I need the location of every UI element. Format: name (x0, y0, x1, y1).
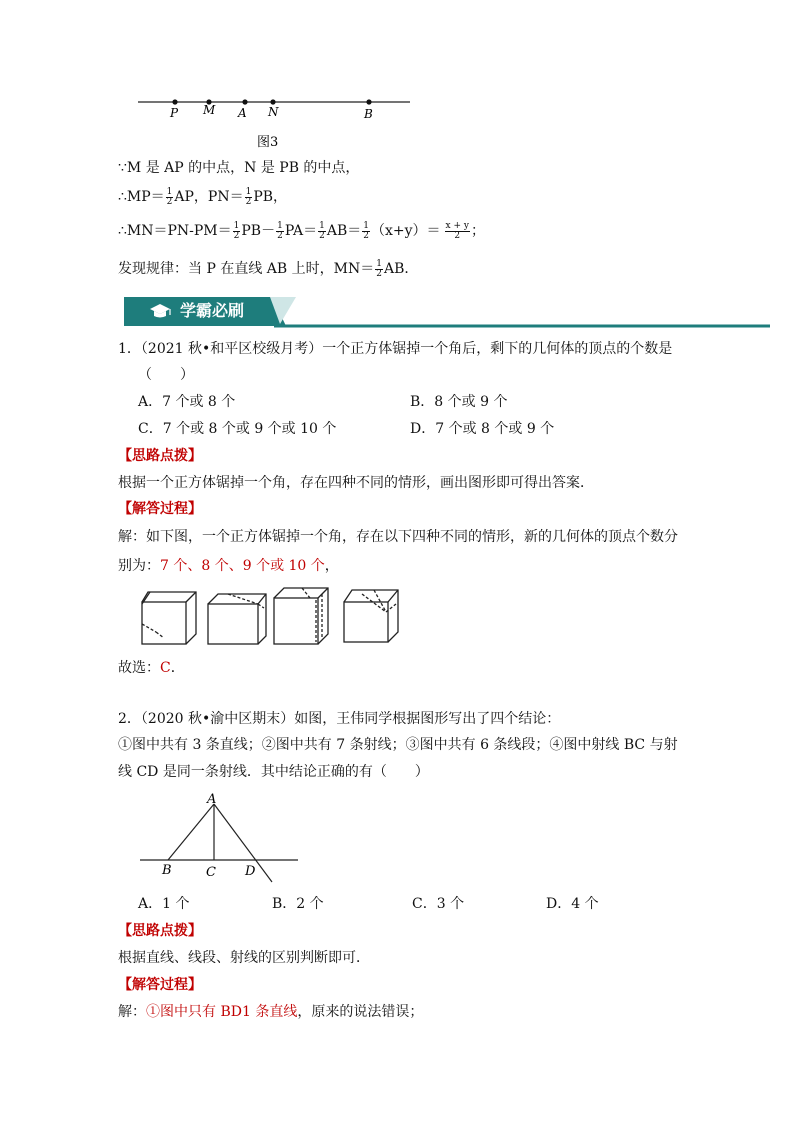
q2-solution-line-1: 解：①图中只有 BD1 条直线，原来的说法错误； (118, 1004, 424, 1020)
point-label-m: M (203, 103, 216, 117)
q1-option-d[interactable]: D．7 个或 8 个或 9 个 (410, 421, 555, 437)
q2-option-d[interactable]: D．4 个 (546, 896, 599, 912)
q2-hint-label: 【思路点拨】 (118, 923, 202, 939)
fig-label-b: B (162, 863, 172, 878)
fraction: $\frac{1}{2}$ (363, 220, 369, 241)
q1-solution-line-2: 别为：7 个、8 个、9 个或 10 个， (118, 558, 339, 574)
q1-option-c[interactable]: C．7 个或 8 个或 9 个或 10 个 (138, 421, 337, 437)
proof-line-1: ∵M 是 AP 的中点，N 是 PB 的中点， (118, 160, 360, 176)
q2-option-a[interactable]: A．1 个 (138, 896, 190, 912)
fraction: $\frac{1}{2}$ (245, 186, 252, 207)
q2-option-c[interactable]: C．3 个 (412, 896, 465, 912)
q1-option-b[interactable]: B．8 个或 9 个 (410, 394, 508, 410)
q1-stem: 1．（2021 秋•和平区校级月考）一个正方体锯掉一个角后，剩下的几何体的顶点的个数是 (118, 341, 673, 357)
q2-solution-label: 【解答过程】 (118, 977, 202, 993)
proof-line-2: ∴MP＝ $\frac{1}{2}$ AP，PN＝ $\frac{1}{2}$ PB， (118, 186, 288, 207)
point-label-a: A (238, 106, 247, 120)
cube-figure-4 (344, 590, 398, 642)
fig-label-d: D (245, 864, 256, 879)
cube-figure-2 (208, 594, 266, 644)
q2-stem: 2．（2020 秋•渝中区期末）如图，王伟同学根据图形写出了四个结论： (118, 711, 561, 727)
fraction: $\frac{1}{2}$ (233, 220, 240, 241)
cube-figure-3 (274, 588, 328, 644)
fraction: $\frac{1}{2}$ (319, 220, 325, 241)
fraction: $\frac{1}{2}$ (277, 220, 283, 241)
section-banner (124, 294, 770, 330)
point-label-n: N (268, 105, 279, 119)
proof-line-4: 发现规律：当 P 在直线 AB 上时，MN＝ $\frac{1}{2}$ AB． (118, 258, 419, 279)
q1-solution-label: 【解答过程】 (118, 501, 202, 517)
fig-label-a: A (207, 792, 217, 807)
fraction: $\frac{1}{2}$ (166, 186, 173, 207)
cube-figure-1 (142, 592, 196, 644)
q1-solution-line-1: 解：如下图，一个正方体锯掉一个角，存在以下四种不同的情形，新的几何体的顶点个数分 (118, 529, 678, 545)
point-label-b: B (364, 107, 373, 121)
cube-figures (138, 584, 408, 648)
q1-paren: （ ） (138, 367, 194, 383)
q2-stem-line-3: 线 CD 是同一条射线．其中结论正确的有（ ） (118, 764, 429, 780)
figure-caption: 图3 (257, 135, 279, 150)
fraction: $\frac{1}{2}$ (376, 258, 382, 279)
q1-answer: 故选：C． (118, 660, 185, 676)
q1-hint-label: 【思路点拨】 (118, 448, 202, 464)
fig-label-c: C (206, 865, 216, 880)
q2-figure (134, 790, 304, 885)
q2-hint-text: 根据直线、线段、射线的区别判断即可． (118, 950, 370, 966)
fraction: $\frac{x + y}{2}$ (445, 220, 469, 241)
point-label-p: P (170, 106, 179, 120)
figure-3 (130, 92, 420, 152)
q1-option-a[interactable]: A．7 个或 8 个 (138, 394, 236, 410)
q1-hint-text: 根据一个正方体锯掉一个角，存在四种不同的情形，画出图形即可得出答案． (118, 475, 594, 491)
banner-title: 学霸必刷 (180, 301, 245, 320)
proof-line-3: ∴MN＝PN-PM＝ $\frac{1}{2}$ PB－ $\frac{1}{2}$ PA＝ $\frac{1}{2}$ AB＝ $\frac{1}{2}$ （x+y）＝ $\frac{x + y}{2}$ ； (118, 220, 485, 241)
q2-option-b[interactable]: B．2 个 (272, 896, 324, 912)
q2-stem-line-2: ①图中共有 3 条直线；②图中共有 7 条射线；③图中共有 6 条线段；④图中射线 BC 与射 (118, 737, 678, 753)
